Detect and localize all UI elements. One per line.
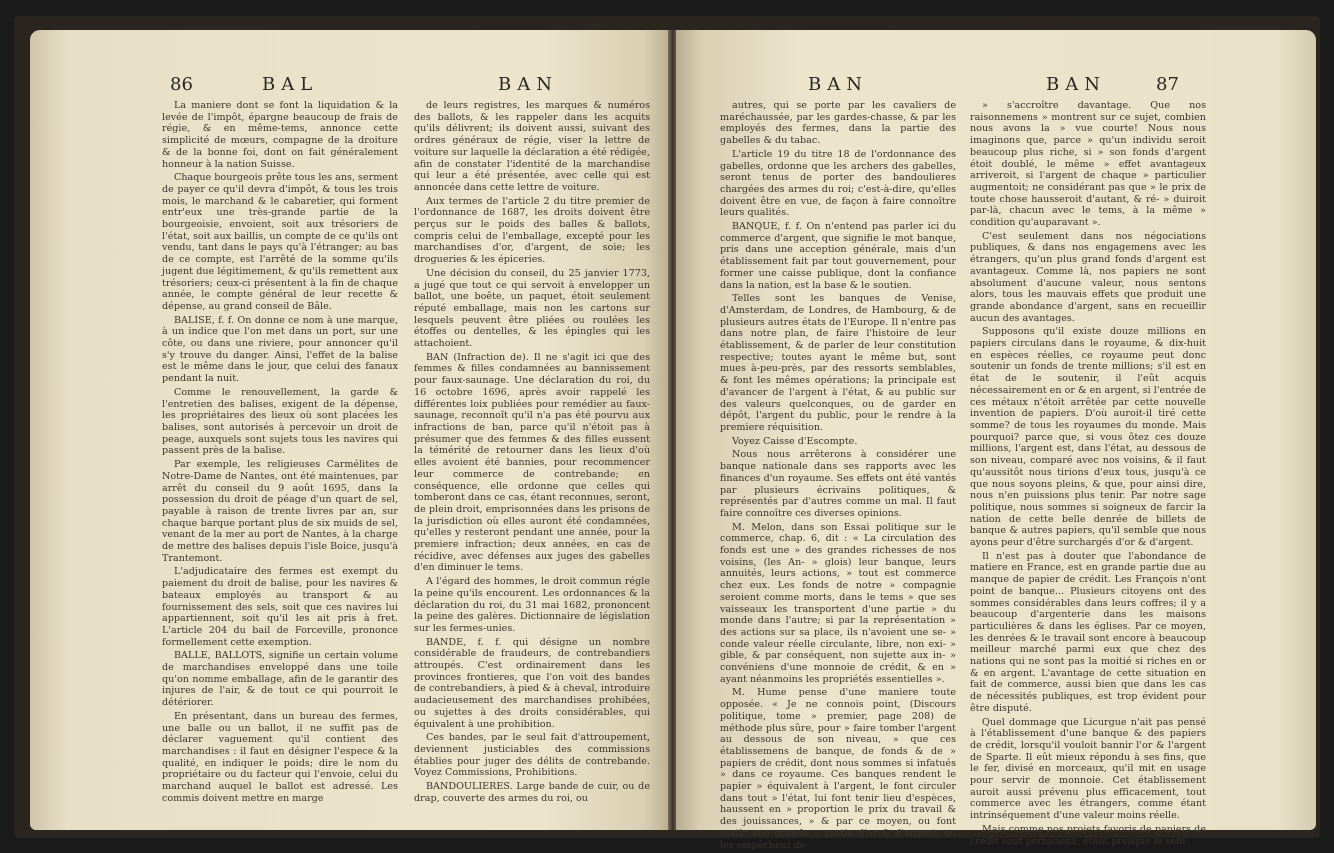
paragraph: Mais comme nos projets favoris de papiers de crédit sont pernicieux, étant presque le seul bbox=[970, 823, 1206, 847]
text-column-2 bbox=[414, 100, 650, 806]
running-head-left: BAN bbox=[808, 74, 868, 95]
text-column-1 bbox=[162, 100, 398, 806]
paragraph: Une décision du conseil, du 25 janvier 1773, a jugé que tout ce qui servoit à envelopper un ballot, une boête, un paquet, étoit seulement réputé emballage, mais non les cartons sur lesquels peuvent être pliées ou roulées les étoffes ou dentelles, & les épingles qui les attachoient. bbox=[414, 267, 650, 350]
page-number: 87 bbox=[1156, 74, 1179, 95]
paragraph: La maniere dont se font la liquidation & la levée de l'impôt, épargne beaucoup de frais de régie, & en même-tems, annonce cette simplicité de mœurs, compagne de la droiture & de la bonne foi, dont on fait généralement honneur à la nation Suisse. bbox=[162, 100, 398, 170]
paragraph: BAN (Infraction de). Il ne s'agit ici que des femmes & filles condamnées au bannissement pour faux-saunage. Une déclaration du roi, du 16 octobre 1696, après avoir rappelé les différentes loix publiées pour remédier au faux-saunage, reconnoît qu'il n'a pas été pourvu aux infractions de ban, parce qu'il n'étoit pas à présumer que des femmes & des filles eussent la témérité de retourner dans les lieux d'où elles avoient été bannies, pour recommencer leur commerce de contrebande; en conséquence, elle ordonne que celles qui tomberont dans ce cas, étant reconnues, seront, de plein droit, emprisonnées dans les prisons de la jurisdiction où elles auront été condamnées, qu'elles y resteront pendant une année, pour la premiere infraction; deux années, en cas de récidive, avec défenses aux juges des gabelles d'en diminuer le tems. bbox=[414, 351, 650, 574]
paragraph: A l'égard des hommes, le droit commun régle la peine qu'ils encourent. Les ordonnances & la déclaration du roi, du 31 mai 1682, prononcent la peine des galères. Dictionnaire de législation sur les fermes-unies. bbox=[414, 576, 650, 634]
text-column-1 bbox=[720, 100, 956, 853]
running-head-left: BAL bbox=[262, 74, 319, 95]
paragraph: Aux termes de l'article 2 du titre premier de l'ordonnance de 1687, les droits doivent être perçus sur le poids des balles & ballots, compris celui de l'emballage, excepté pour les marchandises d'or, d'argent, de soie; les drogueries & les épiceries. bbox=[414, 195, 650, 266]
paragraph: M. Melon, dans son Essai politique sur le commerce, chap. 6, dit : « La circulation des fonds est une » des grandes richesses de nos voisins, (les An- » glois) leur banque, leurs annuités, leurs actions, » tout est commerce chez eux. Les fonds de notre » compagnie seroient comme morts, dans le tems » que ses vaisseaux les transportent d'une partie » du monde dans l'autre; si par la représentation » des actions sur sa place, ils n'avoient une se- » conde valeur réelle circulante, libre, non exi- » gible, & par conséquent, non sujette aux in- » convéniens d'une monnoie de crédit, & en » ayant néanmoins les propriétés essentielles ». bbox=[720, 521, 956, 685]
paragraph: BANQUE, f. f. On n'entend pas parler ici du commerce d'argent, que signifie le mot banque, pris dans une acception générale, mais d'un établissement fait par tout gouvernement, pour former une caisse publique, dont la confiance dans la nation, est la base & le soutien. bbox=[720, 221, 956, 291]
running-head-right: BAN bbox=[1046, 74, 1106, 95]
paragraph: Par exemple, les religieuses Carmélites de Notre-Dame de Nantes, ont été maintenues, par arrêt du conseil du 9 août 1695, dans la possession du droit de péage d'un quart de sel, payable à raison de trente livres par an, sur chaque barque portant plus de six muids de sel, venant de la mer au port de Nantes, à la charge de mettre des balises depuis l'isle Boice, jusqu'à Trantemont. bbox=[162, 459, 398, 564]
left-page bbox=[30, 30, 670, 830]
paragraph: Il n'est pas à douter que l'abondance de matiere en France, est en grande partie due au manque de papier de crédit. Les François n'ont point de banque... Plusieurs citoyens ont des sommes considérables dans leurs coffres; il y a beaucoup d'argenterie dans les maisons particulières & dans les églises. Par ce moyen, les denrées & le travail sont encore à beaucoup meilleur marché parmi eux que chez des nations qui ne sont pas la moitié si riches en or & en argent. L'avantage de cette situation en fait de commerce, aussi bien que dans les cas de nécessités publiques, est trop évident pour être disputé. bbox=[970, 550, 1206, 714]
paragraph: L'adjudicataire des fermes est exempt du paiement du droit de balise, pour les navires & bateaux employés au transport & au fournissement des sels, soit que ces navires lui appartiennent, soit qu'il les ait pris à fret. L'article 204 du bail de Forceville, prononce formellement cette exemption. bbox=[162, 566, 398, 648]
paragraph: Voyez Caisse d'Escompte. bbox=[732, 435, 858, 447]
page-number: 86 bbox=[170, 74, 193, 95]
paragraph: Ces bandes, par le seul fait d'attroupement, deviennent justiciables des commissions établies pour juger des délits de contrebande. Voyez Commissions, Prohibitions. bbox=[414, 732, 650, 779]
paragraph: Telles sont les banques de Venise, d'Amsterdam, de Londres, de Hambourg, & de plusieurs autres états de l'Europe. Il n'entre pas dans notre plan, de faire l'histoire de leur établissement, & de parler de leur constitution respective; toutes ayant le même but, sont mues à-peu-près, par des ressorts semblables, & font les mêmes opérations; la principale est d'avancer de l'argent à l'état, & au public sur des valeurs quelconques, ou de garder en dépôt, l'argent du public, pour le rendre à la premiere réquisition. bbox=[720, 293, 956, 433]
running-head-right: BAN bbox=[498, 74, 558, 95]
paragraph: BANDE, f. f. qui désigne un nombre considérable de fraudeurs, de contrebandiers attroupés. C'est ordinairement dans les provinces frontieres, que l'on voit des bandes de contrebandiers, à pied & à cheval, introduire audacieusement des marchandises prohibées, ou sujettes à des droits considérables, qui équivalent à une prohibition. bbox=[414, 636, 650, 730]
paragraph: Supposons qu'il existe douze millions en papiers circulans dans le royaume, & dix-huit en espèces réelles, ce royaume peut donc soutenir un fonds de trente millions; s'il est en état de le soutenir, il l'eût acquis nécessairement en or & en argent, si l'entrée de ces métaux n'étoit arrêtée par cette nouvelle invention de papiers. D'où auroit-il tiré cette somme? de tous les royaumes du monde. Mais pourquoi? parce que, si vous ôtez ces douze millions, l'argent est, dans l'état, au dessous de son niveau, comparé avec nos voisins, & il faut qu'aussitôt nous tirions d'eux tous, jusqu'à ce que nous soyons pleins, & que, pour ainsi dire, nous n'en puissions plus tenir. Par notre sage politique, nous sommes si soigneux de farcir la nation de cette belle denrée de billets de banque & autres papiers, qu'il semble que nous ayons peur d'être surchargés d'or & d'argent. bbox=[970, 326, 1207, 549]
paragraph: Nous nous arrêterons à considérer une banque nationale dans ses rapports avec les finances d'un royaume. Ses effets ont été vantés par plusieurs écrivains politiques, & représentés par d'autres comme un mal. Il faut faire connoître ces diverses opinions. bbox=[720, 449, 956, 519]
paragraph: Comme le renouvellement, la garde & l'entretien des balises, exigent de la dépense, les propriétaires des lieux où sont placées les balises, sont autorisés à percevoir un droit de peage, auxquels sont sujets tous les navires qui passent près de la balise. bbox=[162, 386, 398, 457]
paragraph: C'est seulement dans nos négociations publiques, & dans nos engagemens avec les étrangers, qu'un plus grand fonds d'argent est avantageux. Comme là, nos papiers ne sont absolument d'aucune valeur, nous sentons alors, tous les mauvais effets que produit une grande abondance d'argent, sans en recueillir aucun des avantages. bbox=[970, 230, 1206, 324]
paragraph: autres, qui se porte par les cavaliers de maréchaussée, par les gardes-chasse, & par les employés des fermes, dans la partie des gabelles & du tabac. bbox=[720, 100, 956, 147]
right-page bbox=[676, 30, 1316, 851]
paragraph: BALISE, f. f. On donne ce nom à une marque, à un indice que l'on met dans un port, sur une côte, ou dans une riviere, pour annoncer qu'il s'y trouve du danger. Ainsi, l'effet de la balise est le même dans le jour, que celui des fanaux pendant la nuit. bbox=[162, 314, 398, 385]
paragraph: M. Hume pense d'une maniere toute opposée. « Je ne connois point, (Discours politique, tome » premier, page 208) de méthode plus sûre, pour » faire tomber l'argent au dessous de son niveau, » que ces établissemens de banque, de fonds & de » papiers de crédit, dont nous sommes si infatués » dans ce royaume. Ces banques rendent le papier » équivalent à l'argent, le font circuler dans tout » l'état, lui font tenir lieu d'espèces, haussent en » proportion le prix du travail & des jouissances, » & par ce moyen, ou font sortir une grande » partie d'or & d'argent, ou les empêchent de bbox=[720, 687, 956, 851]
paragraph: de leurs registres, les marques & numéros des ballots, & les rappeler dans les acquits qu'ils délivrent; ils doivent aussi, suivant des ordres généraux de régie, viser la lettre de voiture sur laquelle la déclaration a été rédigée, afin de constater l'identité de la marchandise qui leur a été présentée, avec celle qui est annoncée dans cette lettre de voiture. bbox=[414, 100, 650, 193]
paragraph: En présentant, dans un bureau des fermes, une balle ou un ballot, il ne suffit pas de déclarer vaguement qu'il contient des marchandises : il faut en désigner l'espece & la qualité, en indiquer le poids; dire le nom du propriétaire ou du facteur qui l'envoie, celui du marchand auquel le ballot est adressé. Les commis doivent mettre en marge bbox=[162, 710, 398, 804]
paragraph: Chaque bourgeois prête tous les ans, serment de payer ce qu'il devra d'impôt, & tous les trois mois, le marchand & le cabaretier, qui forment entr'eux une très-grande partie de la bourgeoisie, envoient, soit aux trésoriers de l'état, soit aux baillis, un compte de ce qu'ils ont vendu, tant dans le pays qu'à l'étranger; au bas de ce compte, est l'arrêté de la somme qu'ils jugent due légitimement, & qu'ils remettent aux trésoriers; ceux-ci présentent à la fin de chaque année, le compte général de leur recette & dépense, au grand conseil de Bâle. bbox=[162, 172, 399, 312]
paragraph: BALLE, BALLOTS, signifie un certain volume de marchandises enveloppé dans une toile qu'on nomme emballage, afin de le garantir des injures de l'air, & de tout ce qui pourroit le détériorer. bbox=[162, 650, 398, 709]
paragraph: BANDOULIERES. Large bande de cuir, ou de drap, couverte des armes du roi, ou bbox=[414, 781, 650, 804]
paragraph: L'article 19 du titre 18 de l'ordonnance des gabelles, ordonne que les archers des gabelles, seront tenus de porter des bandoulieres chargées des armes du roi; c'est-à-dire, qu'elles doivent être en vue, de façon à faire connoître leurs qualités. bbox=[720, 148, 956, 219]
text-column-2 bbox=[970, 100, 1206, 849]
paragraph: » s'accroître davantage. Que nos raisonnemens » montrent sur ce sujet, combien nous avons la » vue courte! Nous nous imaginons que, parce » qu'un individu seroit beaucoup plus riche, si » son fonds d'argent étoit doublé, le même » effet avantageux arriveroit, si l'argent de chaque » particulier augmentoit; ne considérant pas que » le prix de toute chose hausseroit d'autant, & ré- » duiroit par-là, chacun avec le tems, à la même » condition qu'auparavant ». bbox=[970, 100, 1206, 229]
paragraph: Quel dommage que Licurgue n'ait pas pensé à l'établissement d'une banque & des papiers de crédit, lorsqu'il vouloit bannir l'or & l'argent de Sparte. Il eût mieux répondu à ses fins, que le fer, divisé en morceaux, qu'il mit en usage pour servir de monnoie. Cet établissement auroit aussi prévenu plus efficacement, tout commerce avec les étrangers, comme étant intrinséquement d'une valeur moins réelle. bbox=[970, 716, 1206, 822]
